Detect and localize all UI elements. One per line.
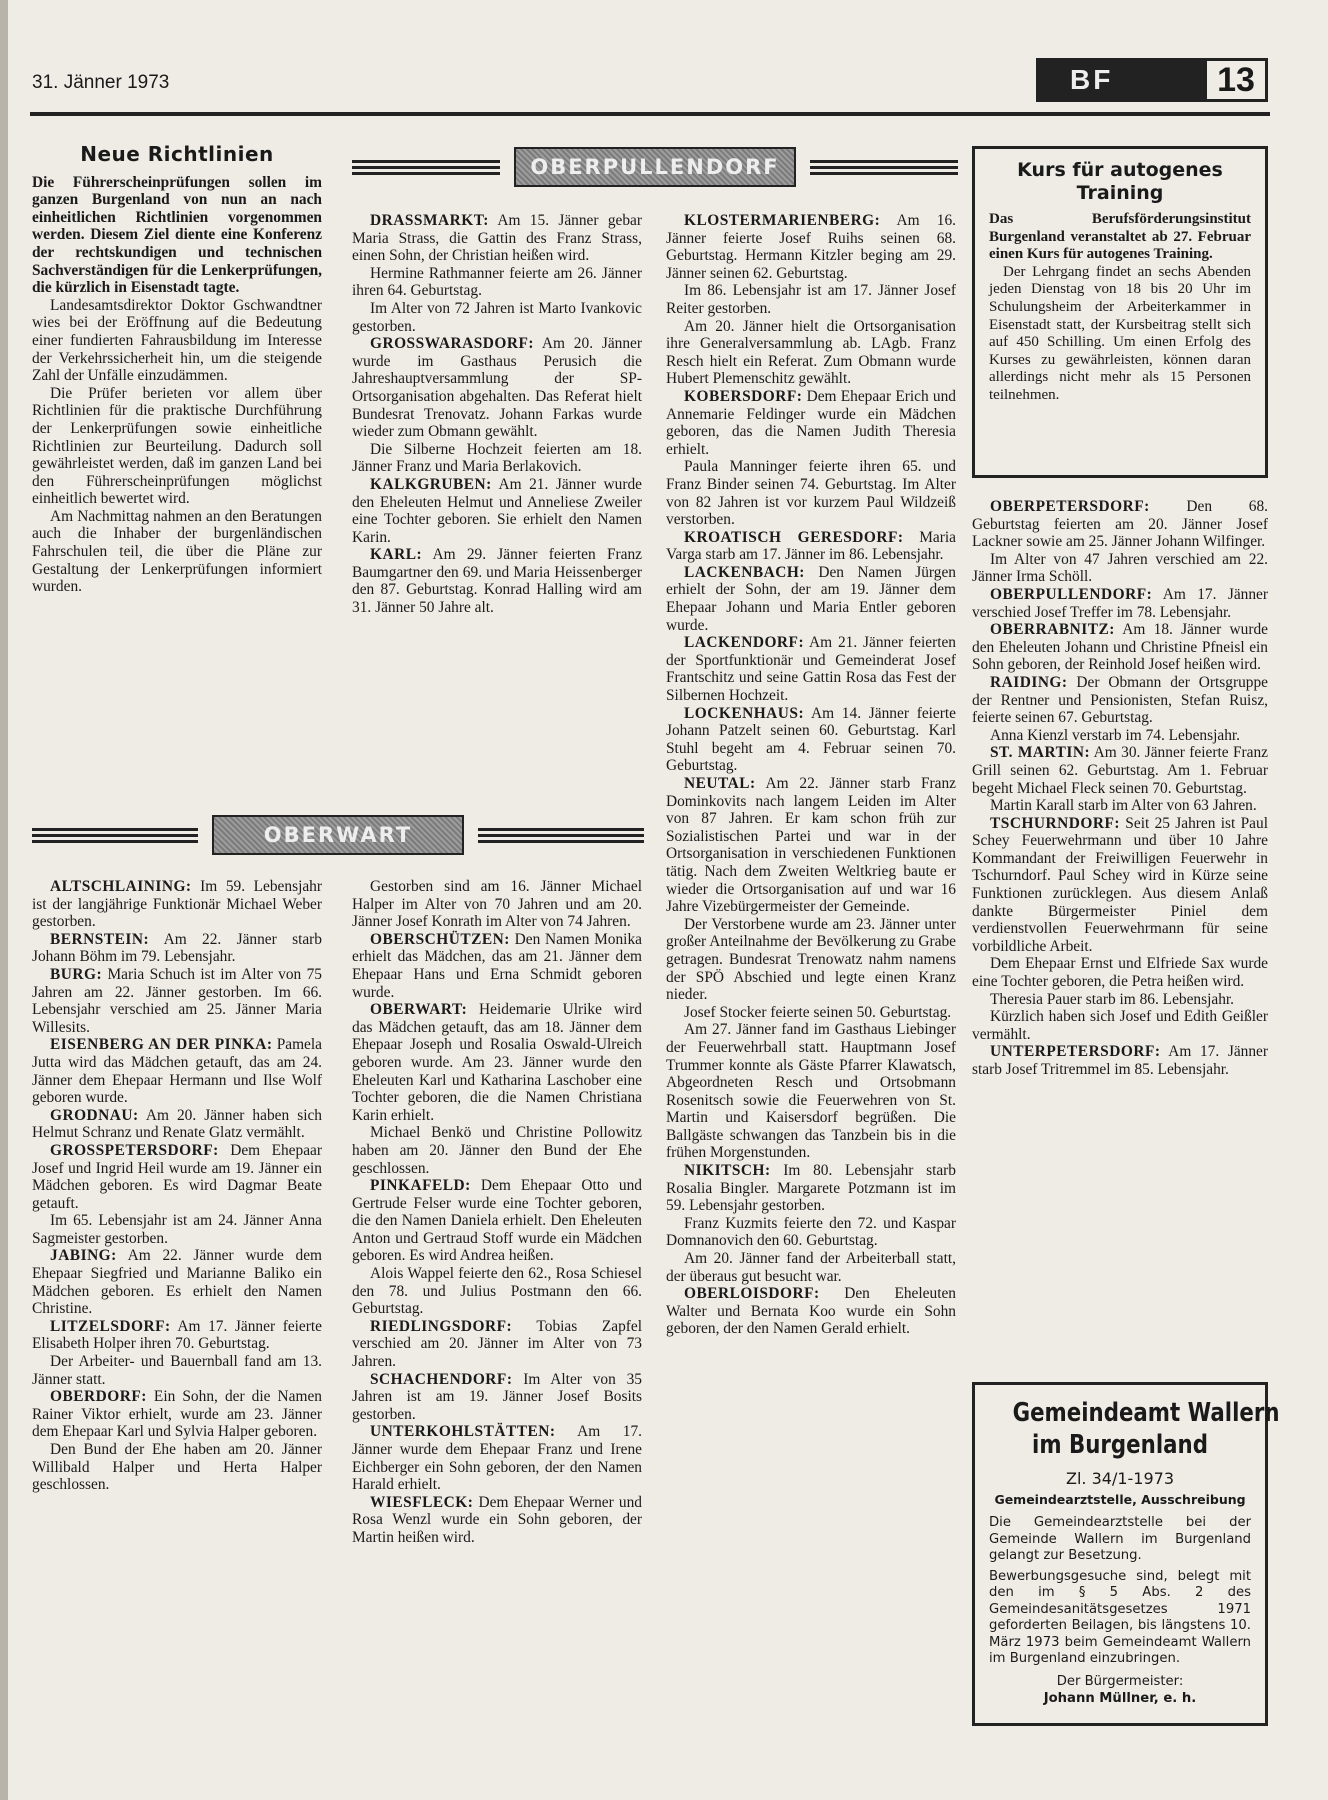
news-text: Josef Stocker feierte seinen 50. Geburtstag. [684,1003,952,1021]
oberwart-banner [32,814,644,856]
news-text: Tobias Zapfel verschied am 20. Jänner im Alter von 73 Jahren. [352,1317,642,1371]
news-item [32,1142,322,1212]
news-item [972,498,1268,551]
place-name: LOCKENHAUS: [684,704,805,722]
news-text: Den Bund der Ehe haben am 20. Jänner Willibald Halper und Herta Halper geschlossen. [32,1441,322,1494]
news-text: Am 14. Jänner feierte Johann Patzelt seinen 60. Geburtstag. Karl Stuhl begeht am 4. Februar seinen 70. Geburtstag. [666,704,956,775]
news-item [666,1250,956,1285]
news-item [666,212,956,282]
news-text: Pamela Jutta wird das Mädchen getauft, das am 24. Jänner dem Ehepaar Hermann und Ilse Wolf geboren wurde. [32,1036,322,1107]
place-name: KARL: [370,546,423,564]
news-text: Am 17. Jänner starb Josef Tritremmel im 85. Lebensjahr. [972,1043,1268,1078]
news-text: Theresia Pauer starb im 86. Lebensjahr. [990,990,1235,1008]
banner-rule-right [810,160,958,175]
news-item [972,1008,1268,1043]
news-text: Im Alter von 47 Jahren verschied am 22. Jänner Irma Schöll. [972,550,1268,586]
news-item [666,1215,956,1250]
municipal-notice-ad [972,1382,1280,1726]
news-text: Der Verstorbene wurde am 23. Jänner unter großer Anteilnahme der Bevölkerung zu Grabe getragen. Bundesrat Trenowatz nahm namens der SPÖ Abschied und legte einen Kranz nieder. [666,915,956,1004]
news-item [972,621,1268,674]
news-item [972,955,1268,990]
place-name: WIESFLECK: [370,1493,474,1511]
news-text: Dem Ehepaar Josef und Ingrid Heil wurde am 19. Jänner ein Mädchen geboren. Es wird Dagmar Beate getauft. [32,1141,322,1212]
news-item [32,1441,322,1494]
place-name: TSCHURNDORF: [990,814,1120,832]
oberpullendorf-column-3 [972,498,1268,1079]
article-column [32,142,322,596]
news-item [32,966,322,1036]
news-item [352,878,642,931]
banner-label: OBERWART [212,815,464,855]
news-item [972,551,1268,586]
news-item [32,1036,322,1106]
news-item [352,931,642,1001]
place-name: LITZELSDORF: [50,1317,171,1335]
banner-rule-right [478,828,644,843]
place-name: LACKENDORF: [684,634,805,652]
news-text: Am 20. Jänner wurde im Gasthaus Perusich die Jahreshauptversammlung der SP-Ortsorganisation abgehalten. Das Referat hielt Bundesrat Trenovatz. Johann Farkas wurde wieder zum Obmann gewählt. [352,335,642,441]
news-text: Hermine Rathmanner feierte am 26. Jänner ihren 64. Geburtstag. [352,264,642,300]
place-name: ALTSCHLAINING: [50,878,192,895]
news-item [666,634,956,704]
news-item [666,1285,956,1338]
place-name: JABING: [50,1247,117,1265]
news-item [666,388,956,458]
place-name: GROSSPETERSDORF: [50,1141,219,1159]
news-item [352,1494,642,1547]
page-tag [1036,58,1268,102]
place-name: OBERWART: [370,1001,468,1019]
course-announcement-box [972,146,1268,478]
place-name: OBERSCHÜTZEN: [370,930,510,948]
news-text: Am 15. Jänner gebar Maria Strass, die Gattin des Franz Strass, einen Sohn, der Christian heißen wird. [352,212,642,265]
place-name: KLOSTERMARIENBERG: [684,212,881,229]
news-item [972,586,1268,621]
news-text: Den Namen Jürgen erhielt der Sohn, der am 19. Jänner dem Ehepaar Johann und Maria Entler geboren wurde. [666,563,956,634]
news-item [352,1001,642,1124]
news-text: Am 29. Jänner feierten Franz Baumgartner den 69. und Maria Heissenberger den 87. Geburtstag. Konrad Halling wird am 31. Jänner 50 Jahre alt. [352,546,642,617]
news-item [32,878,322,931]
course-lead: Das Berufsförderungsinstitut Burgenland veranstaltet ab 27. Februar einen Kurs für autogenes Training. [989,211,1251,263]
news-text: Die Silberne Hochzeit feierten am 18. Jänner Franz und Maria Berlakovich. [352,440,642,476]
place-name: BERNSTEIN: [50,930,150,948]
place-name: KROATISCH GERESDORF: [684,528,904,546]
news-item [352,441,642,476]
news-text: Seit 25 Jahren ist Paul Schey Feuerwehrmann und über 10 Jahre Kommandant der Freiwilligen Feuerwehr in Tschurndorf. Paul Schey wird in Kürze seine Funktionen zurücklegen. Aus diesem Anlaß dankte Bürgermeister Piniel dem verdienstvollen Feuerwehrmann für seine vorbildliche Arbeit. [972,814,1268,955]
news-item [352,1318,642,1371]
news-text: Anna Kienzl verstarb im 74. Lebensjahr. [990,726,1241,744]
place-name: OBERPETERSDORF: [990,498,1150,515]
place-name: OBERRABNITZ: [990,621,1115,639]
news-text: Ein Sohn, der die Namen Rainer Viktor erhielt, wurde am 23. Jänner dem Ehepaar Karl und Sylvia Halper geboren. [32,1388,322,1441]
news-text: Am 17. Jänner wurde dem Ehepaar Franz und Irene Eichberger ein Sohn geboren, der den Namen Harald erhielt. [352,1423,642,1494]
news-text: Paula Manninger feierte ihren 65. und Franz Binder seinen 74. Geburtstag. Im Alter von 82 Jahren ist vor kurzem Paul Wildzeiß verstorben. [666,458,956,529]
place-name: GRODNAU: [50,1106,139,1124]
place-name: NIKITSCH: [684,1162,771,1180]
news-item [32,1318,322,1353]
news-item [666,775,956,916]
news-item [666,1004,956,1022]
place-name: LACKENBACH: [684,563,805,581]
section-label: BF [1036,58,1204,102]
news-text: Am 22. Jänner wurde dem Ehepaar Siegfried und Marianne Baliko ein Mädchen geboren. Es erhielt den Namen Christine. [32,1247,322,1318]
news-text: Am 17. Jänner verschied Josef Treffer im 78. Lebensjahr. [972,585,1268,621]
banner-label: OBERPULLENDORF [514,147,795,187]
news-text: Martin Karall starb im Alter von 63 Jahren. [990,797,1257,815]
news-text: Alois Wappel feierte den 62., Rosa Schiesel den 78. und Julius Postmann den 66. Geburtstag. [352,1265,642,1318]
news-text: Maria Varga starb am 17. Jänner im 86. Lebensjahr. [666,528,956,564]
news-item [972,815,1268,956]
news-item [32,1247,322,1317]
place-name: UNTERPETERSDORF: [990,1043,1161,1061]
place-name: PINKAFELD: [370,1177,471,1195]
news-item [972,744,1268,797]
ad-text: Bewerbungsgesuche sind, belegt mit den im § 5 Abs. 2 des Gemeindesanitätsgesetzes 1971 geforderten Beilagen, bis längstens 10. März 1973 beim Gemeindeamt Wallern im Burgenland einzubringen. [989,1568,1251,1666]
news-item [352,1371,642,1424]
news-text: Dem Ehepaar Ernst und Elfriede Sax wurde eine Tochter geboren, die Petra heißen wird. [972,955,1268,991]
place-name: KALKGRUBEN: [370,475,492,493]
article-paragraph: Landesamtsdirektor Doktor Gschwandtner wies bei der Eröffnung auf die Bedeutung einer fundierten Fahrausbildung im Interesse der Verkehrssicherheit hin, um die steigende Zahl der Unfälle einzudämmen. [32,296,322,385]
banner-rule-left [32,828,198,843]
news-text: Am 20. Jänner haben sich Helmut Schranz und Renate Glatz vermählt. [32,1106,322,1142]
news-item [972,727,1268,745]
news-text: Am 20. Jänner hielt die Ortsorganisation ihre Generalversammlung ab. LAgb. Franz Resch hielt ein Referat. Zum Obmann wurde Hubert Plemenschitz gewählt. [666,317,956,388]
news-item [352,300,642,335]
news-text: Am 22. Jänner starb Franz Dominkovits nach langem Leiden im Alter von 87 Jahren. Er kam schon früh zur Sozialistischen Partei und war in der Ortsorganisation in verschiedenen Funktionen tätig. Nach dem Zweiten Weltkrieg baute er wieder die Ortsorganisation auf und war 16 Jahre Vizebürgermeister der Gemeinde. [666,775,956,916]
news-item [352,1124,642,1177]
news-text: Gestorben sind am 16. Jänner Michael Halper im Alter von 70 Jahren und am 20. Jänner Josef Konrath im Alter von 74 Jahren. [352,878,642,931]
news-text: Am 18. Jänner wurde den Eheleuten Johann und Christine Pfneisl ein Sohn geboren, der Reinhold Josef heißen wird. [972,621,1268,674]
news-item [352,335,642,441]
news-item [352,1177,642,1265]
news-text: Franz Kuzmits feierte den 72. und Kaspar Domnanovich den 60. Geburtstag. [666,1214,956,1250]
place-name: OBERPULLENDORF: [990,585,1153,603]
news-text: Den Eheleuten Walter und Bernata Koo wurde ein Sohn geboren, der den Namen Gerald erhielt. [666,1285,956,1338]
news-item [32,1353,322,1388]
news-text: Am 27. Jänner fand im Gasthaus Liebinger der Feuerwehrball statt. Hauptmann Josef Trummer konnte als Gäste Pfarrer Klawatsch, Abgeordneten Resch und Ortsobmann Rosenitsch sowie die Feuerwehren von St. Martin und Kaisersdorf begrüßen. Die Ballgäste schwangen das Tanzbein bis in die frühen Morgenstunden. [666,1021,956,1162]
news-text: Dem Ehepaar Otto und Gertrude Felser wurde eine Tochter geboren, die den Namen Daniela erhielt. Den Eheleuten Anton und Gertraud Stoff wurde ein Mädchen geboren. Es wird Andrea heißen. [352,1177,642,1265]
news-item [352,1423,642,1493]
place-name: BURG: [50,965,103,983]
news-item [666,705,956,775]
news-item [972,797,1268,815]
news-item [32,1388,322,1441]
news-text: Im Alter von 72 Jahren ist Marto Ivankovic gestorben. [352,299,642,335]
news-text: Dem Ehepaar Werner und Rosa Wenzl wurde ein Sohn geboren, der Martin heißen wird. [352,1493,642,1546]
article-title: Neue Richtlinien [80,142,274,166]
news-text: Am 21. Jänner feierten der Sportfunktionär und Gemeinderat Josef Frantschitz und seine Gattin Rosa das Fest der Silbernen Hochzeit. [666,634,956,705]
place-name: KOBERSDORF: [684,387,803,405]
news-text: Am 17. Jänner feierte Elisabeth Holper ihren 70. Geburtstag. [32,1317,322,1353]
banner-rule-left [352,160,500,175]
oberpullendorf-column-2 [666,212,956,1338]
news-text: Am 30. Jänner feierte Franz Grill seinen 62. Geburtstag. Am 1. Februar begeht Michael Fleck seinen 70. Geburtstag. [972,744,1268,797]
news-item [666,282,956,317]
news-item [972,674,1268,727]
news-item [352,212,642,265]
news-text: Dem Ehepaar Erich und Annemarie Feldinger wurde ein Mädchen geboren, das die Namen Judith Theresia erhielt. [666,387,956,458]
news-text: Kürzlich haben sich Josef und Edith Geißler vermählt. [972,1008,1268,1043]
place-name: OBERLOISDORF: [684,1285,820,1303]
news-item [352,1265,642,1318]
ad-signer: Johann Müllner, e. h. [1043,1690,1197,1706]
news-text: Den Namen Monika erhielt das Mädchen, das am 21. Jänner dem Ehepaar Hans und Erna Schmidt geboren wurde. [352,930,642,1001]
oberwart-column-2 [352,878,642,1547]
place-name: DRASSMARKT: [370,212,489,229]
header-rule [30,112,1270,116]
news-item [666,1021,956,1162]
oberpullendorf-column-1 [352,212,642,617]
news-text: Am 21. Jänner wurde den Eheleuten Helmut und Anneliese Zweiler eine Tochter geboren. Sie erhielt den Namen Karin. [352,475,642,546]
news-item [32,1212,322,1247]
news-item [972,1043,1268,1078]
place-name: RIEDLINGSDORF: [370,1317,513,1335]
news-text: Am 20. Jänner fand der Arbeiterball statt, der überaus gut besucht war. [666,1250,956,1285]
article-intro: Die Führerscheinprüfungen sollen im ganzen Burgenland von nun an nach einheitlichen Richtlinien vorgenommen werden. Diesem Ziel diente eine Konferenz der rechtskundigen und technischen Sachverständigen für die Lenkerprüfungen, die kürzlich in Eisenstadt tagte. [32,173,322,297]
news-text: Im 86. Lebensjahr ist am 17. Jänner Josef Reiter gestorben. [666,282,956,317]
news-text: Im 80. Lebensjahr starb Rosalia Bingler. Margarete Potzmann ist im 59. Lebensjahr gestorben. [666,1162,956,1215]
news-text: Den 68. Geburtstag feierten am 20. Jänner Josef Lackner sowie am 25. Jänner Johann Wilfinger. [972,498,1268,551]
place-name: ST. MARTIN: [990,744,1091,762]
news-item [666,318,956,388]
news-text: Im 65. Lebensjahr ist am 24. Jänner Anna Sagmeister gestorben. [32,1212,322,1247]
news-item [972,991,1268,1009]
ad-subtitle: Gemeindearztstelle, Ausschreibung [994,1492,1246,1507]
oberwart-column-1 [32,878,322,1494]
news-item [352,476,642,546]
ad-signoff: Der Bürgermeister: [1056,1673,1184,1689]
page-number: 13 [1204,58,1268,102]
article-paragraph: Die Prüfer berieten vor allem über Richtlinien für die praktische Durchführung der Lenkerprüfungen sowie einheitliche Richtlinien zur Beurteilung. Dadurch soll gewährleistet werden, daß im ganzen Land bei den Führerscheinprüfungen möglichst einheitlich bewertet wird. [32,384,322,508]
news-item [666,458,956,528]
place-name: NEUTAL: [684,775,756,792]
news-item [352,546,642,616]
course-body: Der Lehrgang findet an sechs Abenden jeden Dienstag von 18 bis 20 Uhr im Schulungsheim der Arbeiterkammer in Eisenstadt statt, der Kursbeitrag stellt sich auf 450 Schilling. Um einen Erfolg des Kurses zu gewährleisten, können daran allerdings nicht mehr als 15 Personen teilnehmen. [989,263,1251,403]
news-text: Der Arbeiter- und Bauernball fand am 13. Jänner statt. [32,1353,322,1388]
place-name: UNTERKOHLSTÄTTEN: [370,1423,556,1441]
news-item [666,529,956,564]
news-item [32,931,322,966]
news-text: Der Obmann der Ortsgruppe der Rentner und Pensionisten, Stefan Ruisz, feierte seinen 67. Geburtstag. [972,673,1268,727]
place-name: RAIDING: [990,673,1068,691]
news-text: Heidemarie Ulrike wird das Mädchen getauft, das am 18. Jänner dem Ehepaar Joseph und Rosalia Oswald-Ulreich geboren wurde. Am 23. Jänner wurde den Eheleuten Karl und Katharina Laschober eine Tochter geboren, die die Namen Christiana Karin erhielt. [352,1001,642,1124]
ad-text: Die Gemeindearztstelle bei der Gemeinde Wallern im Burgenland gelangt zur Besetzung. [989,1515,1251,1563]
news-text: Im Alter von 35 Jahren ist am 19. Jänner Josef Bosits gestorben. [352,1370,642,1423]
news-text: Am 22. Jänner starb Johann Böhm im 79. Lebensjahr. [32,930,322,966]
oberpullendorf-banner [352,146,958,188]
issue-date: 31. Jänner 1973 [32,72,170,93]
news-item [666,1162,956,1215]
course-title: Kurs für autogenes Training [1017,159,1223,204]
news-text: Maria Schuch ist im Alter von 75 Jahren am 22. Jänner gestorben. Im 66. Lebensjahr verschied am 25. Jänner Maria Willesits. [32,965,322,1036]
news-item [32,1107,322,1142]
ad-reference: Zl. 34/1-1973 [1066,1469,1174,1488]
news-item [666,564,956,634]
place-name: OBERDORF: [50,1388,147,1406]
ad-title-line-1: Gemeindeamt Wallern [1012,1398,1280,1428]
news-item [352,265,642,300]
place-name: SCHACHENDORF: [370,1370,513,1388]
news-item [666,916,956,1004]
article-paragraph: Am Nachmittag nahmen an den Beratungen auch die Inhaber der burgenländischen Fahrschulen teil, die über die Pläne zur Gestaltung der Lenkerprüfungen informiert wurden. [32,507,322,596]
news-text: Michael Benkö und Christine Pollowitz haben am 20. Jänner den Bund der Ehe geschlossen. [352,1124,642,1177]
news-text: Im 59. Lebensjahr ist der langjährige Funktionär Michael Weber gestorben. [32,878,322,931]
news-text: Am 16. Jänner feierte Josef Ruihs seinen 68. Geburtstag. Hermann Kitzler beging am 29. Jänner seinen 62. Geburtstag. [666,212,956,282]
place-name: EISENBERG AN DER PINKA: [50,1036,273,1054]
page-edge [0,0,8,1800]
ad-title-line-2: im Burgenland [1032,1430,1208,1460]
place-name: GROSSWARASDORF: [370,335,534,353]
